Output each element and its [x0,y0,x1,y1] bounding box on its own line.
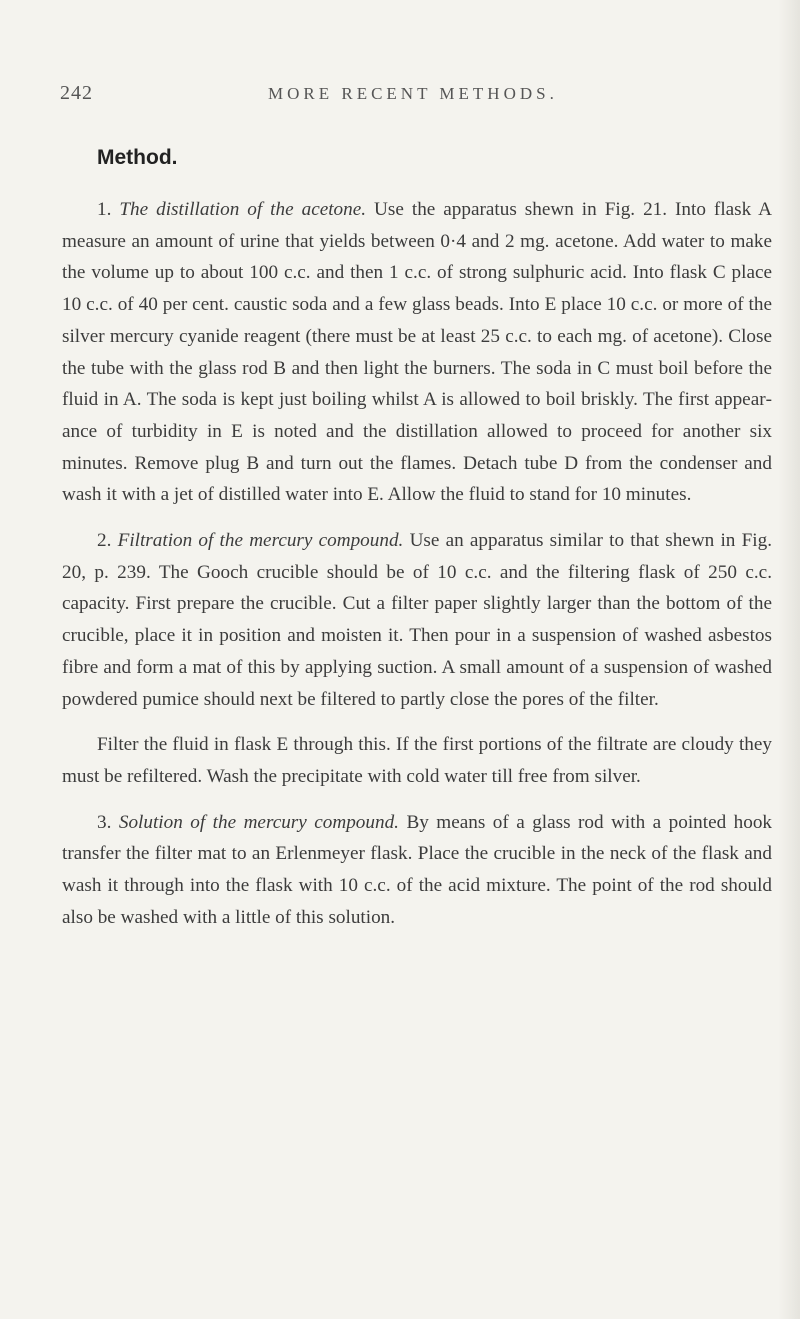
body-text [62,194,772,933]
page-number: 242 [60,82,93,104]
step-number: 3. [97,811,112,833]
step-body: Use the apparatus shewn in Fig. 21. Into flask A measure an amount of urine that yields between 0·4 and 2 mg. acetone. Add water to make the volume up to about 100 c.c. and then 1 c.c. of strong sulphuric acid. Into flask C place 10 c.c. of 40 per cent. caustic soda and a few glass beads. Into E place 10 c.c. or more of the silver mercury cyanide reagent (there must be at least 25 c.c. to each mg. of acetone). Close the tube with the glass rod B and then light the burners. The soda in C must boil before the fluid in A. The soda is kept just boiling whilst A is allowed to boil briskly. The first appearance of turbidity in E is noted and the distillation allowed to proceed for another six minutes. Remove plug B and turn out the flames. Detach tube D from the condenser and wash it with a jet of distilled water into E. Allow the fluid to stand for 10 minutes. [62,199,772,506]
step-number: 2. [97,530,112,552]
paragraph-filtration [62,525,772,715]
page-edge-shadow [778,0,800,1319]
step-body: Filter the fluid in flask E through this. If the first portions of the filtrate are cloudy they must be refiltered. Wash the precipitate with cold water till free from silver. [62,734,772,787]
step-number: 1. [97,199,112,220]
step-title: Solution of the mercury compound. [118,811,399,833]
section-heading: Method. [97,146,178,169]
step-body: By means of a glass rod with a pointed hook transfer the filter mat to an Erlenmeyer flask. Place the crucible in the neck of the flask and wash it through into the flask with 10 c.c. of the acid mixture. The point of the rod should also be washed with a little of this solution. [62,811,773,928]
step-title: Filtration of the mercury compound. [117,530,404,552]
paragraph-filter-fluid [62,729,772,792]
paragraph-distillation [62,194,772,511]
step-title: The distillation of the acetone. [119,199,367,220]
step-body: Use an apparatus similar to that shewn in Fig. 20, p. 239. The Gooch crucible should be of 10 c.c. and the filtering flask of 250 c.c. capacity. First prepare the crucible. Cut a filter paper slightly larger than the bottom of the crucible, place it in position and moisten it. Then pour in a suspension of washed asbestos fibre and form a mat of this by applying suction. A small amount of a suspension of washed powdered pumice should next be filtered to partly close the pores of the filter. [62,530,772,710]
running-title: MORE RECENT METHODS. [268,84,558,103]
paragraph-solution [62,807,772,934]
running-head [60,82,780,112]
